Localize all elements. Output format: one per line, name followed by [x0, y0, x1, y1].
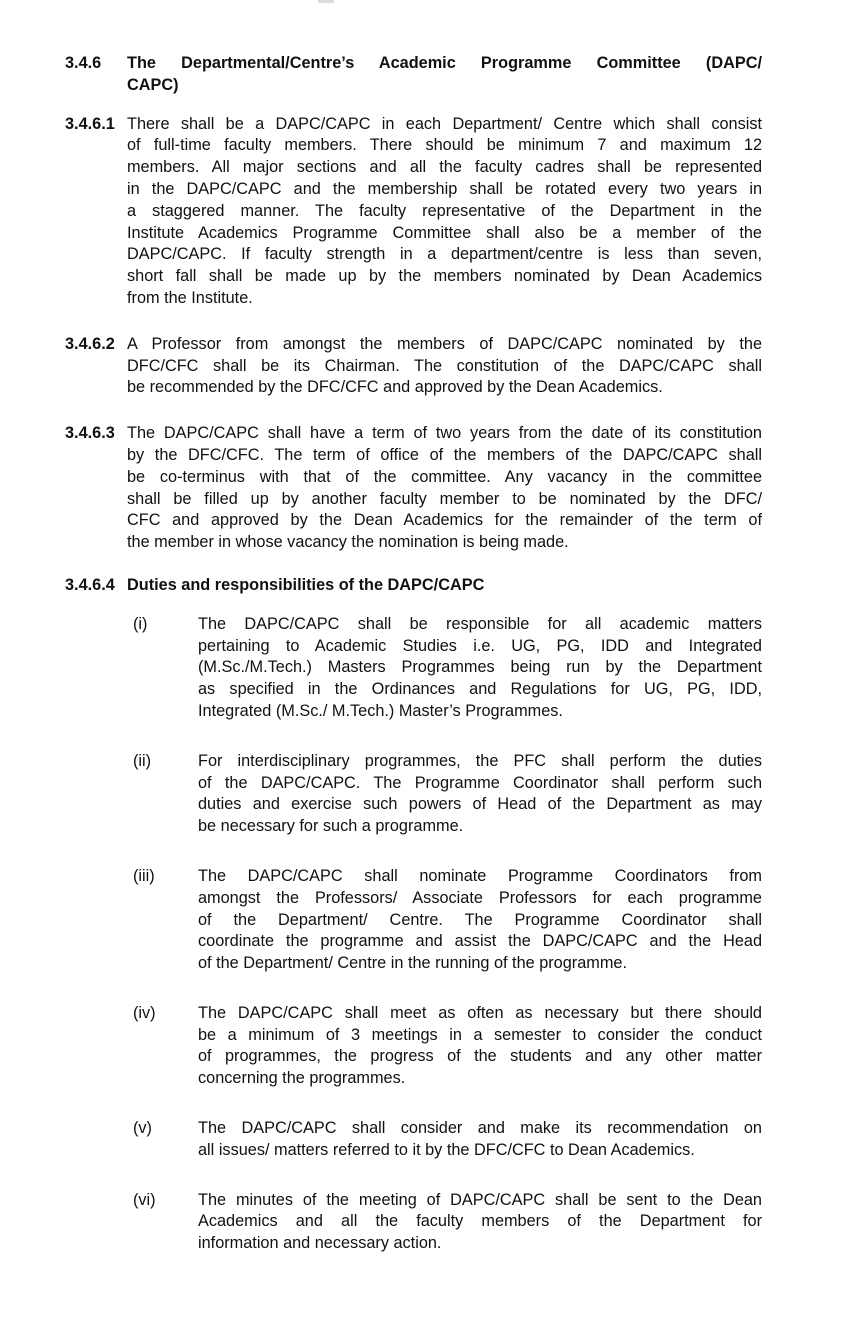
list-marker: (vi) [133, 1190, 156, 1209]
duty-item-vi [133, 1190, 762, 1255]
duty-paragraph: The DAPC/CAPC shall meet as often as necessary but there should be a minimum of 3 meetings in a semester to consider the conduct of programmes, the progress of the students and any other matter concerning the programmes. [198, 1003, 762, 1088]
duty-paragraph: The DAPC/CAPC shall nominate Programme Coordinators from amongst the Professors/ Associate Professors for each programme of the Department/ Centre. The Programme Coordinator shall coordinate the programme and assist the DAPC/CAPC and the Head of the Department/ Centre in the running of the programme. [198, 866, 762, 973]
section-heading-text: The Departmental/Centre’s Academic Programme Committee (DAPC/ CAPC) [127, 54, 762, 94]
section-3-4-6-3 [65, 423, 762, 554]
duty-item-ii [133, 751, 762, 838]
section-paragraph: There shall be a DAPC/CAPC in each Department/ Centre which shall consist of full-time faculty members. There should be minimum 7 and maximum 12 members. All major sections and all the faculty cadres shall be represented in the DAPC/CAPC and the membership shall be rotated every two years in a staggered manner. The faculty representative of the Department in the Institute Academics Programme Committee shall also be a member of the DAPC/CAPC. If faculty strength in a department/centre is less than seven, short fall shall be made up by the members nominated by Dean Academics from the Institute. [127, 114, 762, 307]
section-number: 3.4.6.4 [65, 575, 115, 594]
section-3-4-6-2 [65, 334, 762, 399]
section-number: 3.4.6.1 [65, 114, 115, 133]
duty-paragraph: The DAPC/CAPC shall be responsible for all academic matters pertaining to Academic Studies i.e. UG, PG, IDD and Integrated (M.Sc./M.Tech.) Masters Programmes being run by the Department as specified in the Ordinances and Regulations for UG, PG, IDD, Integrated (M.Sc./ M.Tech.) Master’s Programmes. [198, 614, 762, 720]
section-paragraph: A Professor from amongst the members of DAPC/CAPC nominated by the DFC/CFC shall be its Chairman. The constitution of the DAPC/CAPC shall be recommended by the DFC/CFC and approved by the Dean Academics. [127, 334, 762, 397]
section-3-4-6-4 [65, 575, 762, 597]
list-marker: (v) [133, 1119, 152, 1138]
duty-paragraph: For interdisciplinary programmes, the PFC shall perform the duties of the DAPC/CAPC. The Programme Coordinator shall perform such duties and exercise such powers of Head of the Department as may be necessary for such a programme. [198, 751, 762, 836]
duty-item-iii [133, 866, 762, 975]
list-marker: (ii) [133, 751, 152, 770]
section-number: 3.4.6.2 [65, 334, 115, 353]
list-marker: (iv) [133, 1003, 156, 1022]
duty-paragraph: The DAPC/CAPC shall consider and make its recommendation on all issues/ matters referred to it by the DFC/CFC to Dean Academics. [198, 1119, 762, 1159]
scan-artifact [318, 0, 334, 3]
duty-item-i [133, 614, 762, 723]
section-number: 3.4.6 [65, 54, 102, 72]
document-page [65, 53, 762, 1283]
list-marker: (iii) [133, 866, 155, 885]
list-marker: (i) [133, 614, 148, 633]
section-3-4-6 [65, 53, 762, 97]
section-paragraph: The DAPC/CAPC shall have a term of two years from the date of its constitution by the DFC/CFC. The term of office of the members of the DAPC/CAPC shall be co-terminus with that of the committee. Any vacancy in the committee shall be filled up by another faculty member to be nominated by the DFC/ CFC and approved by the Dean Academics for the remainder of the term of the member in whose vacancy the nomination is being made. [127, 424, 762, 552]
section-3-4-6-1 [65, 114, 762, 310]
section-heading-text: Duties and responsibilities of the DAPC/CAPC [127, 575, 485, 594]
duty-item-iv [133, 1003, 762, 1090]
duty-paragraph: The minutes of the meeting of DAPC/CAPC shall be sent to the Dean Academics and all the faculty members of the Department for information and necessary action. [198, 1190, 762, 1253]
duty-item-v [133, 1118, 762, 1162]
section-number: 3.4.6.3 [65, 424, 115, 443]
